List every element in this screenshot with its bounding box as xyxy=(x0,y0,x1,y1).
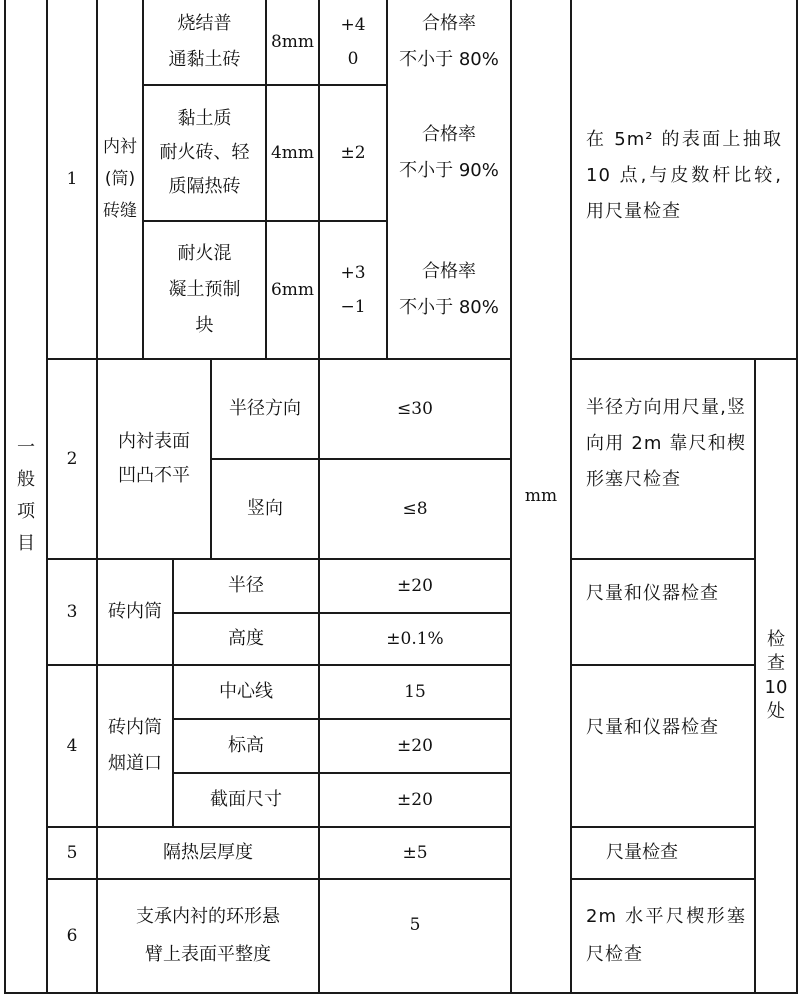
tolerance-value: ±5 xyxy=(402,843,428,863)
grid-line xyxy=(570,558,756,560)
tolerance-value: ±20 xyxy=(397,790,433,810)
tolerance-value: ±2 xyxy=(340,143,366,163)
sub-item-name: 中心线 xyxy=(219,681,273,702)
check-count-cell xyxy=(756,360,796,992)
category-label: 一 般 项 目 xyxy=(17,437,35,554)
inspection-method: 2m 水平尺楔形塞尺检查 xyxy=(586,906,746,965)
item-name: 内衬 (筒) 砖缝 xyxy=(103,137,137,221)
sub-item-name: 半径 xyxy=(228,575,264,596)
tolerance-value: 5 xyxy=(409,915,421,935)
tolerance-value: ≤30 xyxy=(397,399,433,419)
sub-item-name: 烧结普 通黏土砖 xyxy=(168,13,241,70)
sub-item-name: 标高 xyxy=(228,735,264,756)
grid-line xyxy=(570,0,572,994)
pass-rate: 合格率 不小于 90% xyxy=(399,124,499,181)
sub-item-name: 半径方向 xyxy=(229,398,301,419)
tolerance-value: ≤8 xyxy=(402,499,428,519)
row-number: 2 xyxy=(66,449,78,469)
row-number: 5 xyxy=(66,843,78,863)
table-border-right xyxy=(796,0,798,994)
tolerance-value: +3 −1 xyxy=(340,263,366,317)
item-name: 砖内筒 xyxy=(108,601,162,622)
tolerance-value: ±20 xyxy=(397,576,433,596)
tolerance-value: 15 xyxy=(404,682,426,702)
inspection-method: 在 5m² 的表面上抽取 10 点,与皮数杆比较,用尺量检查 xyxy=(586,129,782,222)
row-number: 4 xyxy=(66,736,78,756)
sub-item-name: 高度 xyxy=(228,628,264,649)
row-number: 6 xyxy=(66,926,78,946)
joint-width: 6mm xyxy=(270,280,315,300)
row-number: 3 xyxy=(66,602,78,622)
sub-item-name: 截面尺寸 xyxy=(210,789,282,810)
item-name: 支承内衬的环形悬 臂上表面平整度 xyxy=(136,906,280,965)
tolerance-value: ±20 xyxy=(397,736,433,756)
joint-width: 8mm xyxy=(270,32,315,52)
pass-rate: 合格率 不小于 80% xyxy=(399,261,499,318)
inspection-method: 尺量检查 xyxy=(606,842,678,863)
table-border-bottom xyxy=(4,992,798,994)
tolerance-value: ±0.1% xyxy=(386,629,444,649)
item-name: 砖内筒 烟道口 xyxy=(108,717,162,774)
pass-rate: 合格率 不小于 80% xyxy=(399,13,499,70)
inspection-method: 半径方向用尺量,竖向用 2m 靠尺和楔形塞尺检查 xyxy=(586,397,746,490)
item-name: 内衬表面 凹凸不平 xyxy=(118,431,190,486)
item-name: 隔热层厚度 xyxy=(163,842,253,863)
unit-cell xyxy=(512,0,570,992)
category-cell xyxy=(6,0,46,992)
grid-line xyxy=(570,664,756,666)
sub-item-name: 竖向 xyxy=(247,498,283,519)
sub-item-name: 黏土质 耐火砖、轻 质隔热砖 xyxy=(159,108,250,197)
unit-label: mm xyxy=(524,486,558,506)
row-number: 1 xyxy=(66,169,78,189)
inspection-method: 尺量和仪器检查 xyxy=(586,717,719,738)
tolerance-value: +4 0 xyxy=(340,15,366,69)
inspection-method: 尺量和仪器检查 xyxy=(586,583,719,604)
sub-item-name: 耐火混 凝土预制 块 xyxy=(168,243,241,336)
check-count-label: 检 查 10 处 xyxy=(764,629,788,722)
joint-width: 4mm xyxy=(270,143,315,163)
grid-line xyxy=(570,878,756,880)
